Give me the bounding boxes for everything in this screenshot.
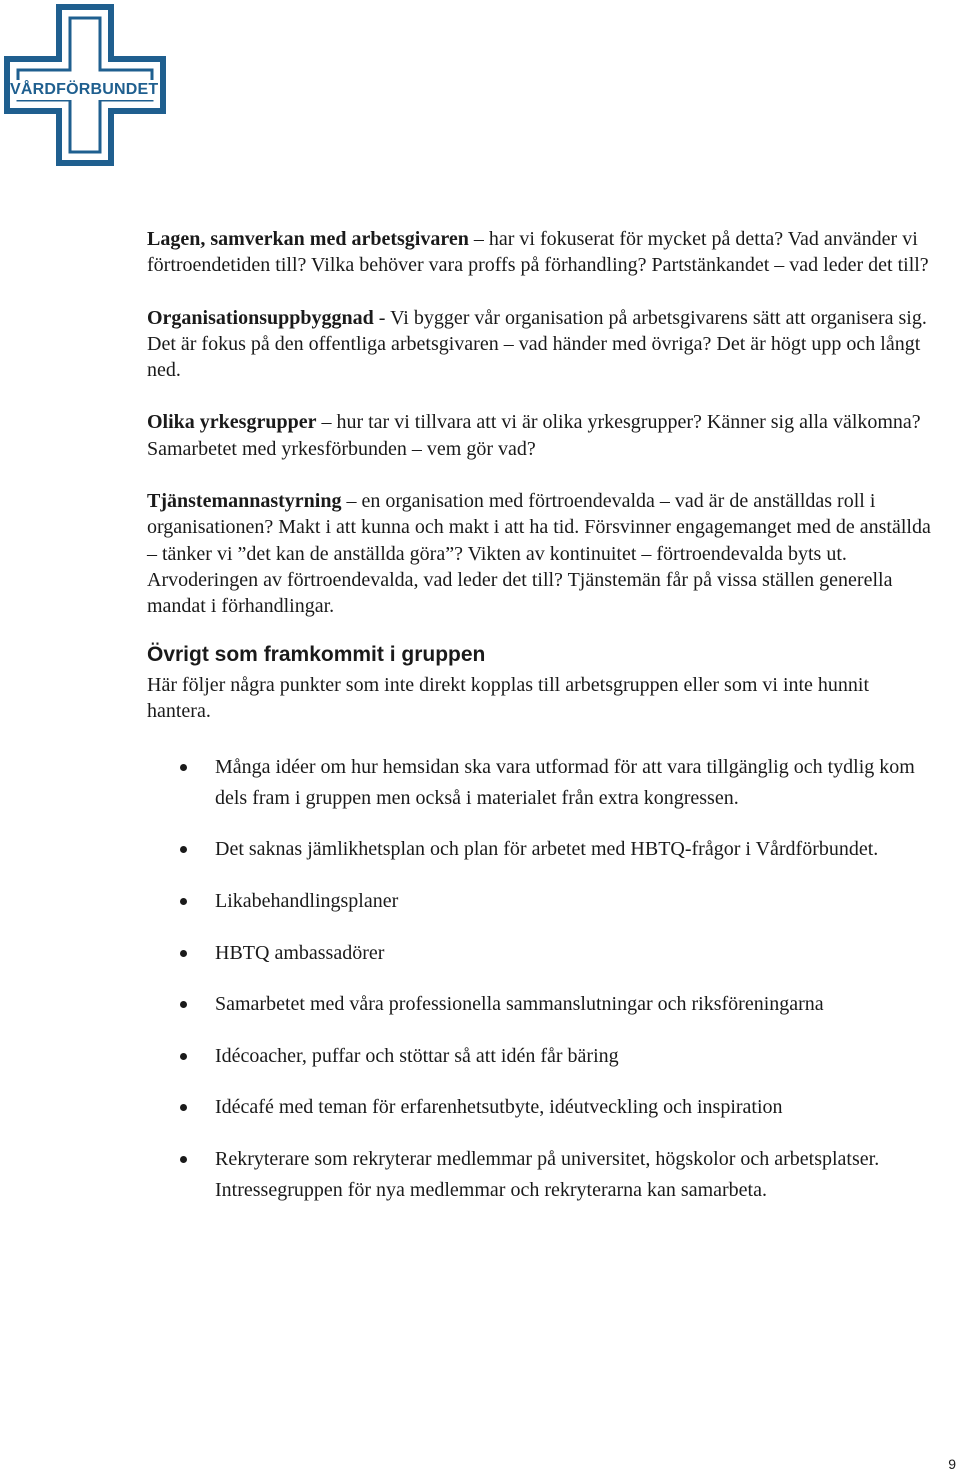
paragraph-text: – hur tar vi tillvara att vi är olika yrkesgrupper? Känner sig alla välkomna? Samarbetet med yrkesförbunden – vem gör vad?: [147, 411, 921, 460]
paragraph-title: Olika yrkesgrupper: [147, 411, 317, 434]
bullet-icon: [180, 898, 187, 905]
paragraph-text: – har vi fokuserat för mycket på detta? Vad använder vi förtroendetiden till? Vilka behöver vara proffs på förhandling? Partstänkandet – vad leder det till?: [147, 228, 929, 277]
bullet-icon: [180, 950, 187, 957]
bullet-icon: [180, 1156, 187, 1163]
bullet-icon: [180, 1053, 187, 1060]
page-number: 9: [948, 1456, 956, 1472]
paragraph-tjanstemannastyrning: [147, 488, 937, 619]
list-item-text: Idécoacher, puffar och stöttar så att idén får bäring: [215, 1044, 619, 1067]
paragraph-title: Lagen, samverkan med arbetsgivaren: [147, 228, 469, 250]
list-item-text: Likabehandlingsplaner: [215, 889, 399, 912]
bullet-list: [147, 752, 937, 1205]
paragraph-organisation: [147, 305, 937, 384]
list-item: [147, 938, 937, 969]
section-intro: Här följer några punkter som inte direkt kopplas till arbetsgruppen eller som vi inte hunnit hantera.: [147, 673, 870, 722]
section-heading: Övrigt som framkommit i gruppen: [147, 642, 486, 666]
paragraph-text: - Vi bygger vår organisation på arbetsgivarens sätt att organisera sig. Det är fokus på den offentliga arbetsgivaren – vad händer med övriga? Det är högt upp och långt ned.: [147, 306, 927, 382]
paragraph-title: Tjänstemannastyrning: [147, 490, 342, 513]
bullet-icon: [180, 764, 187, 771]
paragraph-yrkesgrupper: [147, 409, 937, 462]
paragraph-lagen: [147, 226, 937, 279]
list-item: [147, 1144, 937, 1205]
vardforbundet-logo: [4, 4, 168, 168]
list-item-text: HBTQ ambassadörer: [215, 941, 385, 964]
list-item-text: Många idéer om hur hemsidan ska vara utformad för att vara tillgänglig och tydlig kom dels fram i gruppen men också i materialet från extra kongressen.: [215, 756, 915, 809]
bullet-icon: [180, 1001, 187, 1008]
list-item-text: Rekryterare som rekryterar medlemmar på universitet, högskolor och arbetsplatser. Intressegruppen för nya medlemmar och rekryterarna kan samarbeta.: [215, 1147, 880, 1201]
bullet-icon: [180, 1104, 187, 1111]
paragraph-text: – en organisation med förtroendevalda – vad är de anställdas roll i organisationen? Makt i att kunna och makt i att ha tid. Försvinner engagemanget med de anställda – tänker vi ”det kan de anställda göra”? Vikten av kontinuitet – förtroendevalda byts ut. Arvoderingen av förtroendevalda, vad leder det till? Tjänstemän får på vissa ställen generella mandat i förhandlingar.: [147, 490, 931, 618]
logo-wordmark: VÅRDFÖRBUNDET: [10, 81, 159, 98]
bullet-icon: [180, 846, 187, 853]
list-item: [147, 1041, 937, 1072]
list-item: [147, 886, 937, 917]
list-item-text: Samarbetet med våra professionella sammanslutningar och riksföreningarna: [215, 993, 824, 1016]
document-body: [147, 226, 937, 1226]
list-item-text: Idécafé med teman för erfarenhetsutbyte, idéutveckling och inspiration: [215, 1096, 783, 1119]
list-item-text: Det saknas jämlikhetsplan och plan för arbetet med HBTQ-frågor i Vårdförbundet.: [215, 838, 879, 861]
list-item: [147, 989, 937, 1020]
list-item: [147, 752, 937, 813]
list-item: [147, 834, 937, 865]
paragraph-title: Organisationsuppbyggnad: [147, 306, 374, 329]
list-item: [147, 1092, 937, 1123]
